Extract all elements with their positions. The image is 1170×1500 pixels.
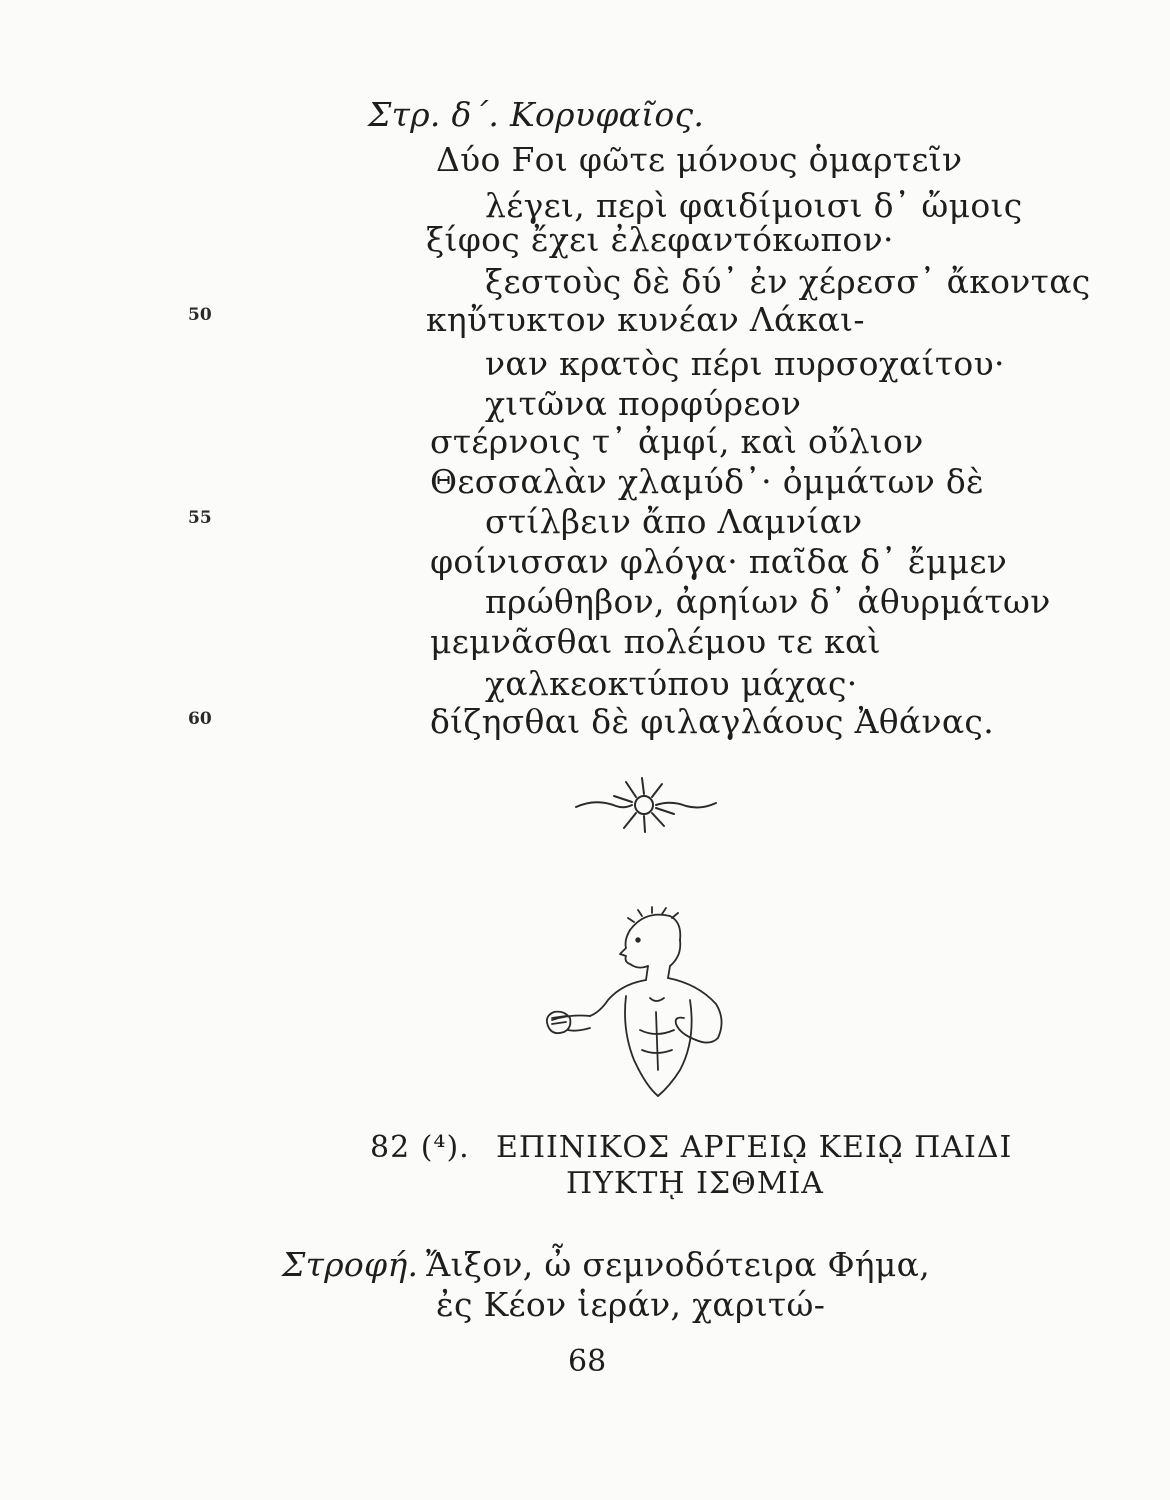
poem-number: 82 (⁴). [370,1130,470,1165]
verse-line: χαλκεοκτύπου μάχας· [485,664,858,703]
verse-line: Ἄιξον, ὦ σεμνοδότειρα Φήμα, [426,1245,930,1284]
verse-line: χιτῶνα πορφύρεον [485,384,802,423]
verse-line: δίζησθαι δὲ φιλαγλάους Ἀθάνας. [430,702,995,741]
poem-title-line-2: ΠΥΚΤῌ ΙΣΘΜΙΑ [566,1166,824,1201]
line-number: 60 [188,709,212,729]
verse-line: πρώθηβον, ἀρηίων δ᾽ ἀθυρμάτων [485,582,1051,621]
verse-line: μεμνᾶσθαι πολέμου τε καὶ [430,622,881,661]
verse-line: στίλβειν ἄπο Λαμνίαν [485,502,863,541]
verse-line: ναν κρατὸς πέρι πυρσοχαίτου· [485,344,1005,383]
line-number: 55 [188,508,212,528]
sun-ornament-icon [566,770,726,840]
verse-line: ξίφος ἔχει ἐλεφαντόκωπον· [426,220,894,259]
verse-line: ξεστοὺς δὲ δύ᾽ ἐν χέρεσσ᾽ ἄκοντας [485,262,1091,301]
stanza-label: Στρ. δ΄. Κορυφαῖος. [368,95,705,134]
line-number: 50 [188,305,212,325]
strophe-label: Στροφή. [282,1245,419,1284]
verse-line: ἐς Κέον ἱεράν, χαριτώ- [436,1285,826,1324]
verse-line: φοίνισσαν φλόγα· παῖδα δ᾽ ἔμμεν [430,542,1008,581]
verse-line: λέγει, περὶ φαιδίμοισι δ᾽ ὤμοις [485,186,1023,225]
athlete-figure-icon [530,900,760,1100]
page-number: 68 [568,1344,607,1379]
poem-title-line-1: ΕΠΙΝΙΚΟΣ ΑΡΓΕΙῼ ΚΕΙῼ ΠΑΙΔΙ [496,1130,1013,1165]
verse-line: Θεσσαλὰν χλαμύδ᾽· ὀμμάτων δὲ [430,462,985,501]
verse-line: στέρνοις τ᾽ ἀμφί, καὶ οὔλιον [430,422,924,461]
verse-line: Δύο Fοι φῶτε μόνους ὁμαρτεῖν [436,140,963,179]
verse-line: κηὔτυκτον κυνέαν Λάκαι- [426,300,865,339]
